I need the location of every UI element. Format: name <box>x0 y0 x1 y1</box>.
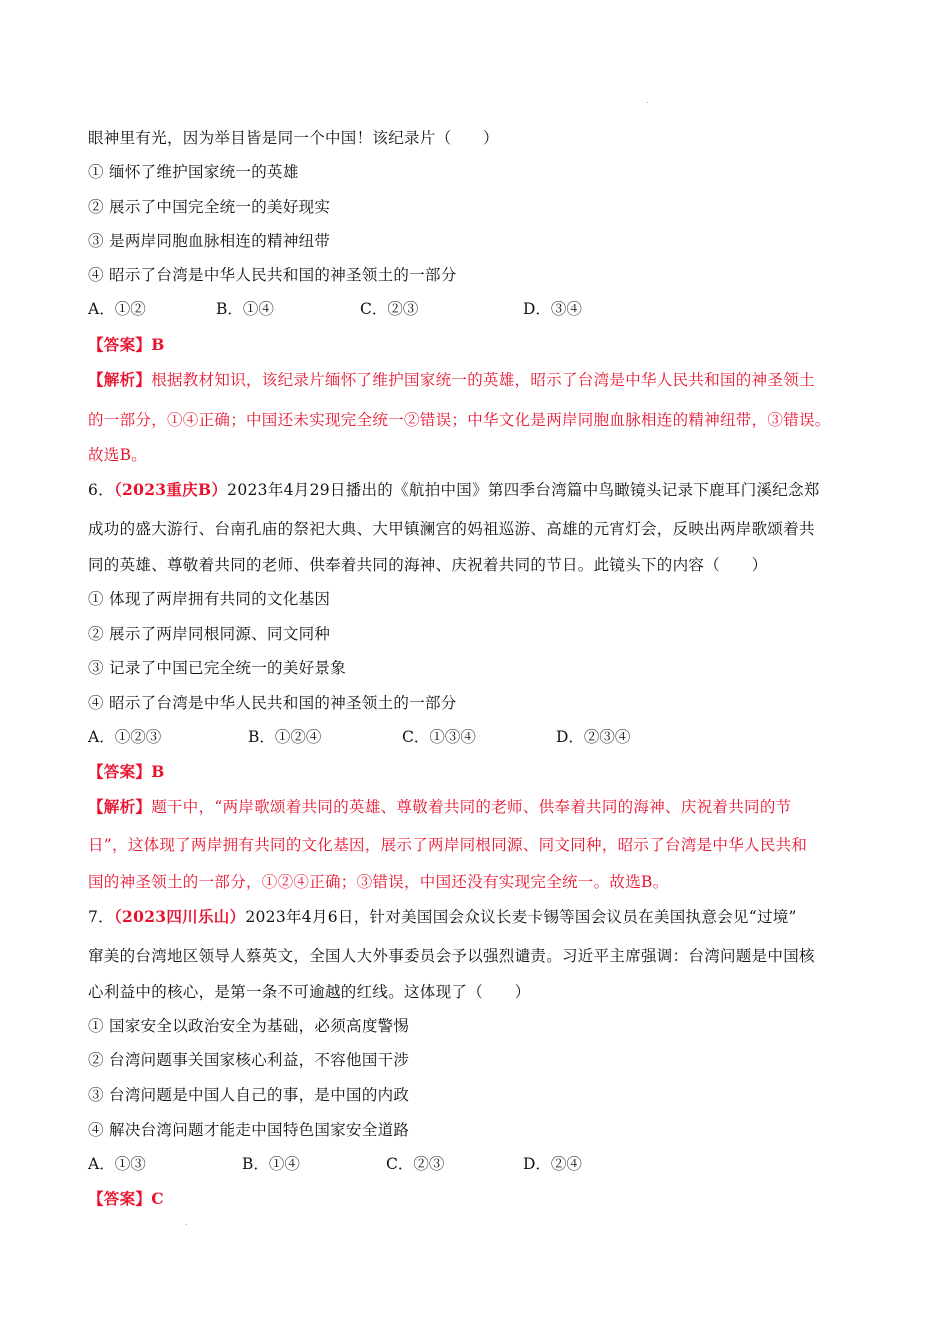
q5-item-4: ④ 昭示了台湾是中华人民共和国的神圣领土的一部分 <box>88 266 457 284</box>
q7-number: 7． <box>88 908 114 926</box>
q6-item-4: ④ 昭示了台湾是中华人民共和国的神圣领土的一部分 <box>88 694 457 712</box>
q6-number: 6． <box>88 481 114 499</box>
q7-option-d: D．②④ <box>523 1155 582 1173</box>
q5-stem: 眼神里有光，因为举目皆是同一个中国！该纪录片（ ） <box>88 129 499 147</box>
q6-answer <box>88 762 165 782</box>
q6-analysis-label: 【解析】 <box>88 797 152 816</box>
q6-analysis-text-1: 题干中，“两岸歌颂着共同的英雄、尊敬着共同的老师、供奉着共同的海神、庆祝着共同的节 <box>151 798 792 816</box>
q6-analysis-line-3: 国的神圣领土的一部分，①②④正确；③错误，中国还没有实现完全统一。故选B。 <box>88 873 669 891</box>
q6-analysis-line-1 <box>88 797 791 817</box>
q5-analysis-label: 【解析】 <box>88 370 152 389</box>
q6-answer-label: 【答案】 <box>88 762 152 781</box>
q5-answer-value: B <box>151 335 165 354</box>
q5-option-c: C．②③ <box>360 300 419 318</box>
q7-stem-line-1 <box>88 907 797 927</box>
footer-mark: . <box>185 1218 188 1227</box>
q7-option-a: A．①③ <box>88 1155 146 1173</box>
q6-analysis-line-2: 日”，这体现了两岸拥有共同的文化基因，展示了两岸同根同源、同文同种，昭示了台湾是中华人民共和 <box>88 836 808 854</box>
q6-answer-value: B <box>151 762 165 781</box>
q6-option-d: D．②③④ <box>556 728 631 746</box>
q5-answer <box>88 335 165 355</box>
q5-item-2: ② 展示了中国完全统一的美好现实 <box>88 198 331 216</box>
q6-stem-text-1: 2023年4月29日播出的《航拍中国》第四季台湾篇中鸟瞰镜头记录下鹿耳门溪纪念郑 <box>227 481 820 499</box>
q5-analysis-text-1: 根据教材知识，该纪录片缅怀了维护国家统一的英雄，昭示了台湾是中华人民共和国的神圣领土 <box>151 371 815 389</box>
q7-item-1: ① 国家安全以政治安全为基础，必须高度警惕 <box>88 1017 410 1035</box>
q6-item-3: ③ 记录了中国已完全统一的美好景象 <box>88 659 347 677</box>
q6-item-2: ② 展示了两岸同根同源、同文同种 <box>88 625 331 643</box>
q5-item-1: ① 缅怀了维护国家统一的英雄 <box>88 163 299 181</box>
q6-option-c: C．①③④ <box>402 728 476 746</box>
q7-option-c: C．②③ <box>386 1155 445 1173</box>
q6-stem-line-1 <box>88 480 820 500</box>
q6-stem-line-2: 成功的盛大游行、台南孔庙的祭祀大典、大甲镇澜宫的妈祖巡游、高雄的元宵灯会，反映出两岸歌颂着共 <box>88 520 815 538</box>
q5-option-d: D．③④ <box>523 300 582 318</box>
q6-stem-line-3: 同的英雄、尊敬着共同的老师、供奉着共同的海神、庆祝着共同的节日。此镜头下的内容（ ） <box>88 556 768 574</box>
q5-option-a: A．①② <box>88 300 146 318</box>
q7-option-b: B．①④ <box>242 1155 300 1173</box>
q7-answer-value: C <box>151 1189 164 1208</box>
q7-answer <box>88 1189 164 1209</box>
q5-answer-label: 【答案】 <box>88 335 152 354</box>
q5-analysis-line-2: 的一部分，①④正确；中国还未实现完全统一②错误；中华文化是两岸同胞血脉相连的精神纽带，③错误。 <box>88 411 831 429</box>
q7-stem-text-1: 2023年4月6日，针对美国国会众议长麦卡锡等国会议员在美国执意会见“过境” <box>245 908 797 926</box>
q6-option-b: B．①②④ <box>248 728 322 746</box>
q5-option-b: B．①④ <box>216 300 274 318</box>
q6-option-a: A．①②③ <box>88 728 162 746</box>
q5-analysis-line-3: 故选B。 <box>88 446 148 464</box>
q7-item-2: ② 台湾问题事关国家核心利益，不容他国干涉 <box>88 1051 410 1069</box>
q7-source: （2023四川乐山） <box>113 907 246 926</box>
q7-item-4: ④ 解决台湾问题才能走中国特色国家安全道路 <box>88 1121 410 1139</box>
header-mark: . <box>646 96 649 105</box>
q7-answer-label: 【答案】 <box>88 1189 152 1208</box>
q7-item-3: ③ 台湾问题是中国人自己的事，是中国的内政 <box>88 1086 410 1104</box>
q6-item-1: ① 体现了两岸拥有共同的文化基因 <box>88 590 331 608</box>
q7-stem-line-2: 窜美的台湾地区领导人蔡英文，全国人大外事委员会予以强烈谴责。习近平主席强调：台湾问题是中国核 <box>88 947 815 965</box>
q7-stem-line-3: 心利益中的核心，是第一条不可逾越的红线。这体现了（ ） <box>88 983 531 1001</box>
q5-item-3: ③ 是两岸同胞血脉相连的精神纽带 <box>88 232 331 250</box>
q6-source: （2023重庆B） <box>113 480 228 499</box>
q5-analysis-line-1 <box>88 370 815 390</box>
